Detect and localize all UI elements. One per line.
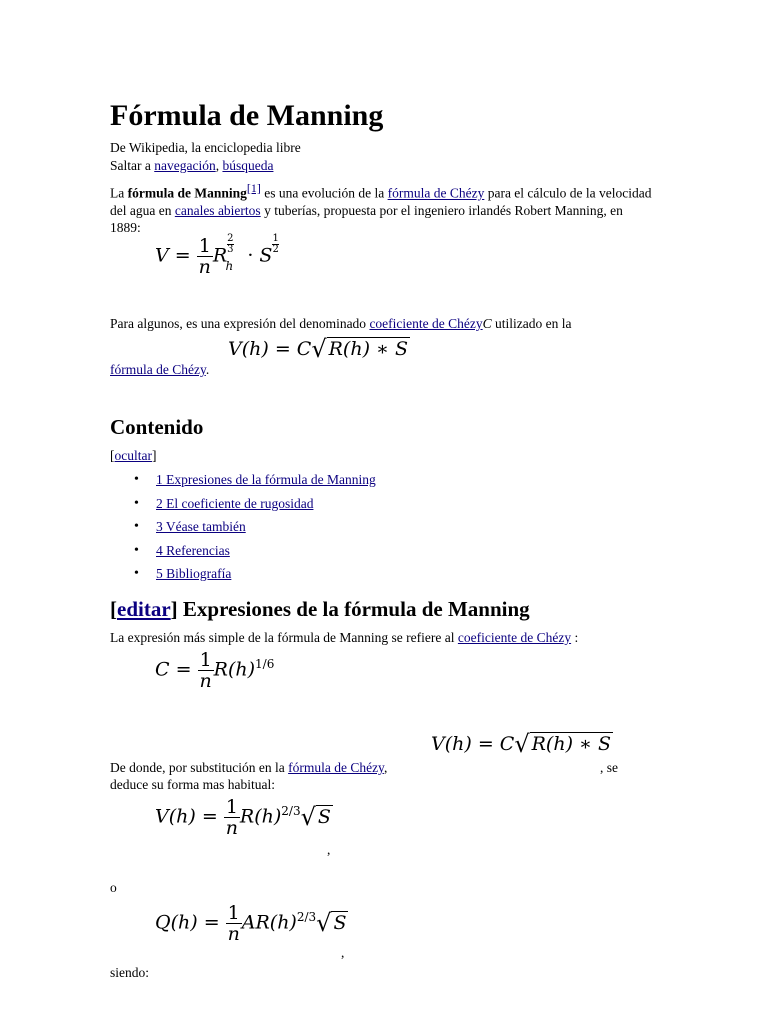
toc-list xyxy=(134,471,376,589)
s-exponent xyxy=(272,234,278,255)
section-text-b: : xyxy=(571,630,579,645)
chezy-eq-radicand: R(h) ∗ S xyxy=(328,338,409,360)
intro-text-a: La xyxy=(110,185,128,201)
page-title: Fórmula de Manning xyxy=(110,99,384,132)
toc-link-1[interactable]: 1 Expresiones de la fórmula de Manning xyxy=(156,472,376,487)
s-exp-num: 1 xyxy=(272,233,279,244)
frac-num: 1 xyxy=(199,649,212,671)
sqrt-symbol: √ S xyxy=(316,908,347,937)
v-eq-radicand: S xyxy=(317,805,331,828)
navigation-link[interactable]: navegación xyxy=(154,158,216,173)
substitution-line xyxy=(110,759,387,776)
chezy-coefficient-link-2[interactable]: coeficiente de Chézy xyxy=(457,630,572,645)
toc-hide-link[interactable]: ocultar xyxy=(114,448,152,463)
toc-item xyxy=(134,471,376,495)
open-channels-link[interactable]: canales abiertos xyxy=(174,202,261,218)
eq-fraction xyxy=(197,236,213,277)
section-title: Expresiones de la fórmula de Manning xyxy=(182,597,530,621)
r-subscript: h xyxy=(225,258,234,273)
section-paragraph-1 xyxy=(110,629,578,646)
or-text: o xyxy=(110,880,117,895)
q-eq-exponent: 2/3 xyxy=(296,910,317,925)
toc-toggle xyxy=(110,447,156,464)
intro-paragraph xyxy=(110,180,652,236)
tagline: De Wikipedia, la enciclopedia libre xyxy=(110,140,301,155)
toc-heading: Contenido xyxy=(110,415,204,439)
frac-den: n xyxy=(227,923,240,945)
comma: , xyxy=(327,842,331,857)
chezy-text-a: Para algunos, es una expresión del denominado xyxy=(110,316,370,331)
manning-flow-equation xyxy=(155,903,348,944)
c-eq-lhs: C xyxy=(155,658,170,681)
sqrt-symbol: √ R(h) ∗ S xyxy=(311,335,409,363)
s-exp-den: 2 xyxy=(272,244,279,255)
toc-link-3[interactable]: 3 Véase también xyxy=(156,519,246,534)
subst-comma: , xyxy=(383,760,388,775)
toc-item xyxy=(134,518,376,542)
section-text-a: La expresión más simple de la fórmula de Manning se refiere al xyxy=(110,630,458,645)
section-heading xyxy=(110,596,530,622)
bullet-icon: • xyxy=(134,495,139,511)
toc-bracket-close: ] xyxy=(151,448,157,463)
r-exp-den: 3 xyxy=(227,244,234,255)
frac-num: 1 xyxy=(225,796,238,818)
chezy-equation xyxy=(228,335,410,363)
toc-item xyxy=(134,565,376,589)
c-eq-fraction xyxy=(198,650,214,691)
bullet-icon: • xyxy=(134,472,139,487)
chezy-text-b: utilizado en la xyxy=(491,316,572,331)
period: . xyxy=(205,362,210,377)
r-exponent xyxy=(227,234,233,255)
r-exp-num: 2 xyxy=(227,233,234,244)
v-eq-fraction xyxy=(224,797,240,838)
q-eq-lhs: Q(h) xyxy=(155,911,198,934)
edit-bracket-open: [ xyxy=(110,597,117,621)
q-eq-fraction xyxy=(226,903,242,944)
frac-den: n xyxy=(199,670,212,692)
frac-num: 1 xyxy=(198,235,211,257)
reference-link[interactable]: [1] xyxy=(246,181,261,195)
manning-velocity-equation xyxy=(155,797,333,838)
bullet-icon: • xyxy=(134,519,139,534)
chezy-eq-lhs: V(h) = C xyxy=(228,338,312,360)
toc-link-5[interactable]: 5 Bibliografía xyxy=(156,566,232,581)
sqrt-symbol: √ S xyxy=(300,802,331,831)
search-link[interactable]: búsqueda xyxy=(222,158,274,173)
chezy-eq2-lhs: V(h) = C xyxy=(431,733,515,755)
chezy-c: C xyxy=(482,316,492,331)
c-eq-exponent: 1/6 xyxy=(255,657,275,672)
eq-var-s: S xyxy=(259,244,273,267)
intro-bold-term: fórmula de Manning xyxy=(127,185,247,201)
frac-den: n xyxy=(225,817,238,839)
toc-item xyxy=(134,542,376,566)
intro-text-c: para el cálculo de la velocidad del agua en xyxy=(110,185,652,218)
toc-link-4[interactable]: 4 Referencias xyxy=(156,542,230,558)
v-eq-lhs: V(h) xyxy=(155,805,196,828)
chezy-formula-link[interactable]: fórmula de Chézy xyxy=(387,185,485,201)
chezy-formula-link-2[interactable]: fórmula de Chézy xyxy=(110,362,206,377)
c-eq-equals: = xyxy=(175,658,192,681)
chezy-formula-link-3[interactable]: fórmula de Chézy xyxy=(288,760,384,775)
eq-dot: · xyxy=(247,244,254,267)
q-eq-equals: = xyxy=(203,911,220,934)
siendo-text: siendo: xyxy=(110,965,149,980)
chezy-eq2-radicand: R(h) ∗ S xyxy=(531,733,612,755)
manning-equation xyxy=(155,233,279,278)
eq-var-r: R xyxy=(212,244,228,267)
c-eq-rest: R(h) xyxy=(213,658,256,681)
q-eq-radicand: S xyxy=(333,911,347,934)
intro-text-b: es una evolución de la xyxy=(260,185,388,201)
eq-equals: = xyxy=(174,244,191,267)
c-equation xyxy=(155,650,274,691)
edit-bracket-close: ] xyxy=(170,597,178,621)
eq-var-v: V xyxy=(155,244,169,267)
frac-den: n xyxy=(198,256,211,278)
chezy-equation-2 xyxy=(431,730,613,758)
frac-num: 1 xyxy=(227,902,240,924)
comma: , xyxy=(341,945,345,960)
v-eq-exponent: 2/3 xyxy=(281,804,301,819)
subst-se: , se xyxy=(600,760,618,775)
edit-link[interactable]: editar xyxy=(117,597,171,621)
sqrt-symbol: √ R(h) ∗ S xyxy=(514,730,612,758)
q-eq-rest: AR(h) xyxy=(241,911,297,934)
v-eq-equals: = xyxy=(201,805,218,828)
jump-prefix: Saltar a xyxy=(110,158,155,173)
subst-text-a: De donde, por substitución en la xyxy=(110,760,289,775)
subst-line-2: deduce su forma mas habitual: xyxy=(110,777,275,792)
chezy-paragraph xyxy=(110,315,572,332)
toc-item xyxy=(134,495,376,519)
bullet-icon: • xyxy=(134,542,139,558)
jump-separator: , xyxy=(215,158,223,173)
bullet-icon: • xyxy=(134,566,139,581)
intro-text-d: y tuberías, propuesta por el ingeniero irlandés Robert Manning, en 1889: xyxy=(110,202,623,235)
chezy-coefficient-link[interactable]: coeficiente de Chézy xyxy=(369,316,483,331)
chezy-formula-line xyxy=(110,361,209,378)
jump-links xyxy=(110,157,273,174)
v-eq-rest: R(h) xyxy=(239,805,282,828)
toc-link-2[interactable]: 2 El coeficiente de rugosidad xyxy=(156,495,314,511)
toc-bracket-open: [ xyxy=(110,448,115,463)
